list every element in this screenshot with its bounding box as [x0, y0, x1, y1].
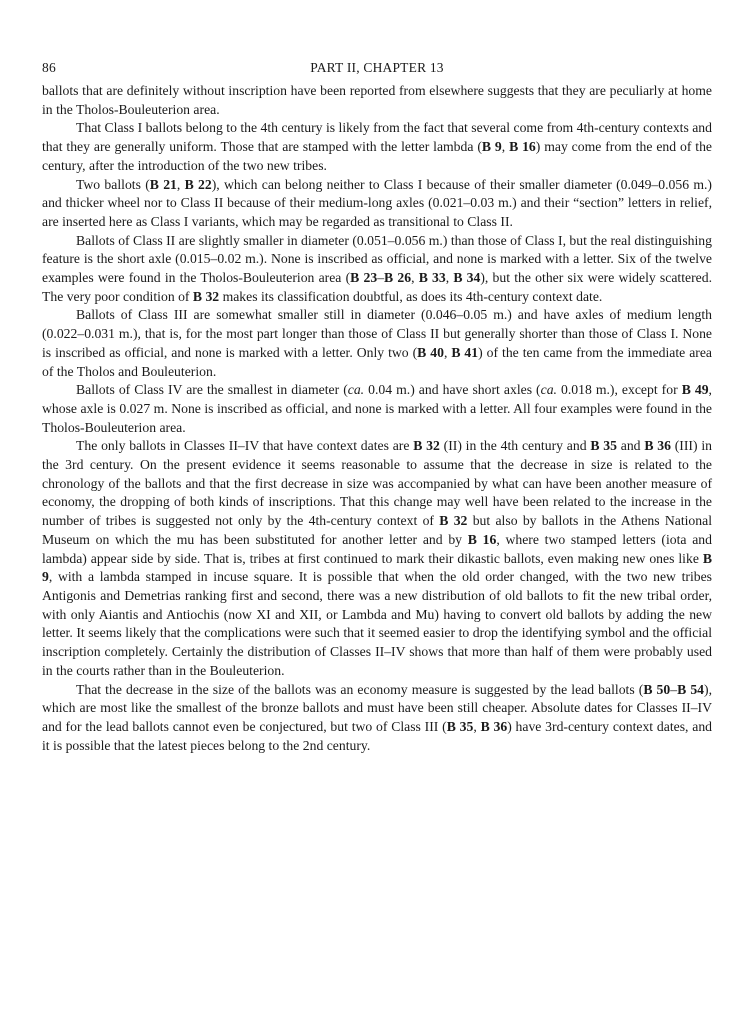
text-run: The only ballots in Classes II–IV that have context dates are	[76, 438, 414, 454]
text-run: ), which are most like the smallest of the bronze ballots and must have been still cheaper. Absolute dates for Classes II–IV and for the lead ballots cannot even be conjectured, but two of Class III (	[42, 681, 712, 734]
catalog-reference: B 35	[446, 718, 474, 734]
paragraph	[42, 681, 712, 756]
text-run: ,	[501, 139, 510, 155]
catalog-reference: B 50	[643, 681, 671, 697]
text-run: , where two stamped letters (iota and lambda) appear side by side. That is, tribes at first continued to mark their dikastic ballots, even making new ones like	[42, 531, 712, 566]
catalog-reference: B 54	[677, 681, 705, 697]
paragraph	[42, 437, 712, 680]
catalog-reference: B 16	[509, 139, 536, 155]
catalog-reference: B 32	[439, 513, 468, 529]
catalog-reference: B 16	[467, 531, 497, 547]
text-run: makes its classification doubtful, as does its 4th-century context date.	[219, 288, 603, 304]
text-run: ), which can belong neither to Class I because of their smaller diameter (0.049–0.056 m.) and thicker wheel nor to Class II because of their medium-long axles (0.021–0.03 m.) and their “section” letters in relief, are inserted here as Class I variants, which may be regarded as transitional to Class II.	[42, 176, 712, 229]
page-header	[42, 60, 712, 78]
page-number: 86	[42, 60, 56, 75]
catalog-reference: B 49	[681, 382, 709, 398]
text-run: Ballots of Class II are slightly smaller in diameter (0.051–0.056 m.) than those of Class I, but the real distinguishing feature is the short axle (0.015–0.02 m.). None is inscribed as official, and none is marked with a letter. Six of the twelve examples were found in the Tholos-Bouleuterion area (	[42, 232, 712, 286]
text-run: Two ballots (	[76, 176, 150, 192]
catalog-reference: B 26	[384, 270, 412, 286]
text-run: ) may come from the end of the century, after the introduction of the two new tribes.	[42, 139, 712, 173]
text-run: ballots that are definitely without inscription have been reported from elsewhere suggests that they are peculiarly at home in the Tholos-Bouleuterion area.	[42, 83, 712, 117]
catalog-reference: B 32	[192, 288, 220, 304]
catalog-reference: B 34	[453, 270, 481, 286]
text-run: That the decrease in the size of the ballots was an economy measure is suggested by the lead ballots (	[76, 681, 644, 697]
text-run: ) of the ten came from the immediate area of the Tholos and Bouleuterion.	[42, 344, 713, 379]
text-run: ,	[176, 176, 185, 192]
text-run: ,	[411, 270, 419, 286]
paragraph	[42, 306, 712, 381]
catalog-reference: B 9	[42, 550, 712, 585]
text-run: –	[670, 681, 678, 697]
paragraph	[42, 381, 712, 437]
paragraph	[42, 176, 712, 232]
italic-text: ca.	[540, 382, 557, 398]
running-head: PART II, CHAPTER 13	[310, 60, 444, 75]
paragraph	[42, 82, 712, 119]
paragraph	[42, 232, 712, 307]
italic-text: ca.	[347, 382, 365, 398]
catalog-reference: B 22	[184, 176, 212, 192]
text-run: , with a lambda stamped in incuse square. It is possible that when the old order changed, with the two new tribes Antigonis and Demetrias ranking first and second, there was a new distribution of old ballots to fit the new tribal order, with only Aiantis and Antiochis (now XI and XII, or Lambda and Mu) having to convert old ballots by adding the new letter. It seems likely that the complications were such that it seemed easier to drop the identifying symbol and the official inscription completely. Certainly the distribution of Classes II–IV shows that more than half of them were probably used in the courts rather than in the Bouleuterion.	[42, 569, 712, 678]
catalog-reference: B 40	[417, 344, 444, 360]
text-run: –	[377, 270, 385, 286]
text-run: (II) in the 4th century and	[439, 438, 591, 454]
catalog-reference: B 36	[480, 718, 508, 734]
text-run: ), but the other six were widely scattered. The very poor condition of	[42, 270, 712, 304]
text-run: but also by ballots in the Athens National Museum on which the mu has been substituted for another letter and by	[42, 513, 713, 547]
text-run: ) have 3rd-century context dates, and it is possible that the latest pieces belong to the 2nd century.	[42, 718, 713, 753]
text-run: (III) in the 3rd century. On the present evidence it seems reasonable to assume that the decrease in size is related to the chronology of the ballots and that the first decrease in size was accompanied by what can have been another measure of economy, the dropping of both kinds of inscriptions. That this change may well have been related to the increase in the number of tribes is suggested not only by the 4th-century context of	[42, 438, 712, 529]
text-run: and	[616, 438, 645, 454]
text-run: ,	[443, 344, 452, 360]
text-run: 0.04 m.) and have short axles (	[364, 382, 541, 398]
catalog-reference: B 9	[481, 139, 502, 155]
catalog-reference: B 21	[149, 176, 177, 192]
body-text	[42, 82, 712, 755]
text-run: Ballots of Class III are somewhat smaller still in diameter (0.046–0.05 m.) and have axles of medium length (0.022–0.031 m.), that is, for the most part longer than those of Class II but generally shorter than those of Class I. None is inscribed as official, and none is marked with a letter. Only two (	[42, 307, 712, 360]
catalog-reference: B 32	[413, 438, 440, 454]
text-run: Ballots of Class IV are the smallest in diameter (	[76, 382, 348, 398]
catalog-reference: B 23	[350, 270, 378, 286]
paragraph	[42, 119, 712, 175]
text-run: 0.018 m.), except for	[556, 382, 682, 398]
text-run: , whose axle is 0.027 m. None is inscribed as official, and none is marked with a letter. All four examples were found in the Tholos-Bouleuterion area.	[42, 382, 712, 435]
text-run: ,	[473, 718, 481, 734]
catalog-reference: B 35	[590, 438, 617, 454]
text-run: That Class I ballots belong to the 4th century is likely from the fact that several come from 4th-century contexts and that they are generally uniform. Those that are stamped with the letter lambda (	[42, 120, 712, 155]
catalog-reference: B 41	[451, 344, 479, 360]
catalog-reference: B 36	[644, 438, 671, 454]
text-run: ,	[445, 270, 454, 286]
catalog-reference: B 33	[418, 270, 446, 286]
